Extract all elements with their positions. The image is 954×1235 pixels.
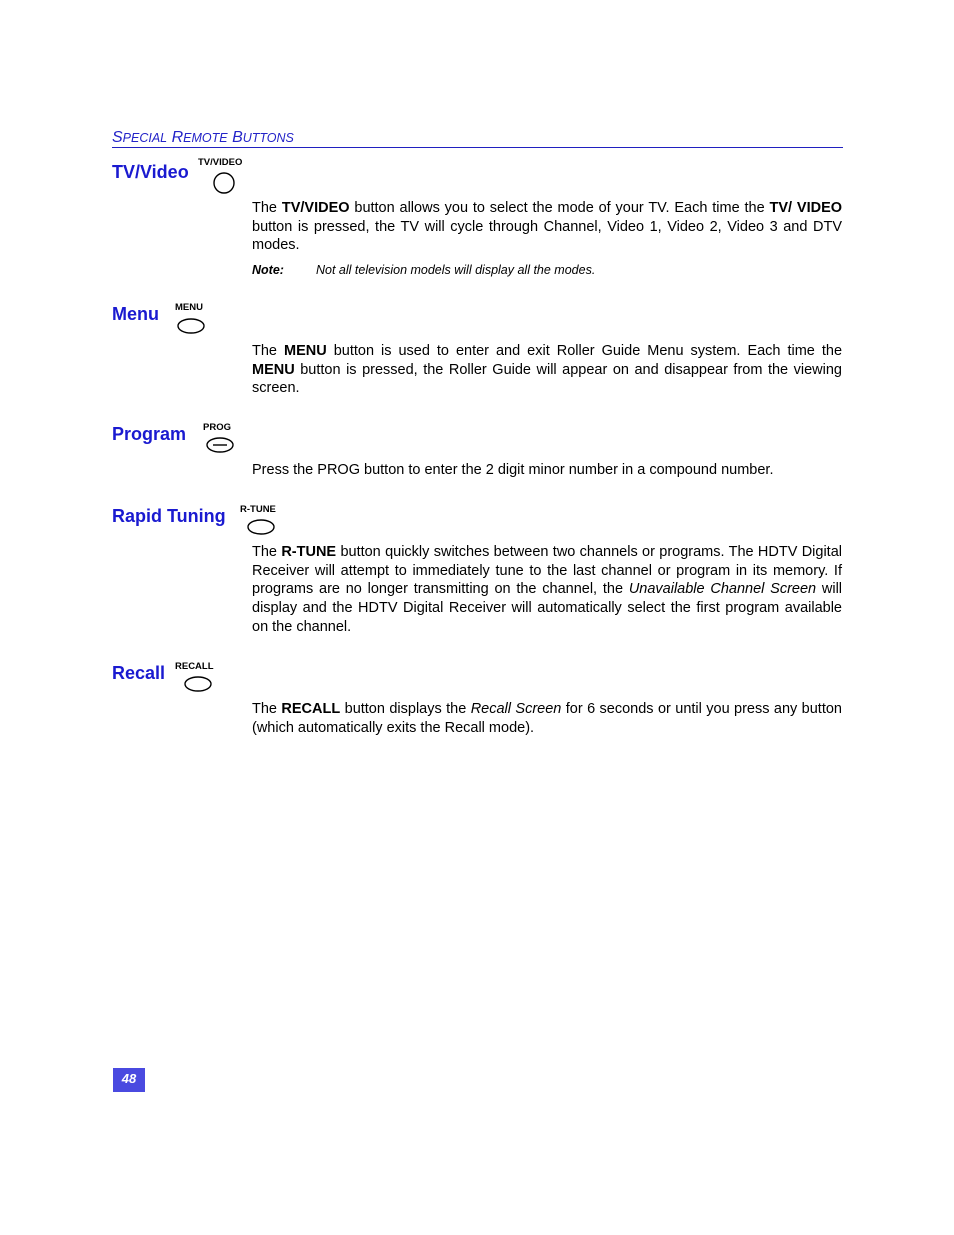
tvvideo-p-bold1: TV/VIDEO bbox=[281, 200, 350, 216]
menu-p-the: The bbox=[252, 343, 277, 359]
program-paragraph: Press the PROG button to enter the 2 digit minor number in a compound number. bbox=[252, 462, 774, 478]
tvvideo-p-mid: button allows you to select the mode of your TV. Each time the bbox=[354, 200, 765, 216]
note-label: Note: bbox=[252, 263, 284, 277]
menu-button-icon bbox=[176, 317, 206, 335]
recall-p-end: for 6 seconds or until you press any button (which automatically exits the Recall mode). bbox=[252, 701, 842, 736]
menu-paragraph bbox=[252, 342, 842, 398]
note-text: Not all television models will display all the modes. bbox=[316, 263, 596, 277]
recall-button-label: RECALL bbox=[175, 661, 214, 672]
rtune-paragraph bbox=[252, 543, 842, 637]
tvvideo-heading: TV/Video bbox=[112, 162, 189, 182]
rtune-button-icon bbox=[246, 518, 276, 536]
recall-p-the: The bbox=[252, 701, 277, 717]
tvvideo-note bbox=[252, 262, 595, 278]
title-r1: R bbox=[171, 129, 184, 146]
recall-paragraph bbox=[252, 700, 842, 737]
page-number: 48 bbox=[113, 1068, 145, 1092]
title-b2: UTTONS bbox=[242, 131, 294, 145]
recall-p-mid: button displays the bbox=[344, 701, 467, 717]
prog-button-icon bbox=[205, 436, 235, 454]
menu-heading: Menu bbox=[112, 304, 159, 324]
tvvideo-button-icon bbox=[212, 171, 236, 195]
tvvideo-p-the: The bbox=[252, 200, 277, 216]
rtune-p-end: will display and the HDTV Digital Receiver will automatically select the first program available on the channel. bbox=[252, 581, 843, 635]
prog-button-label: PROG bbox=[203, 422, 231, 433]
recall-button-icon bbox=[183, 675, 213, 693]
recall-heading: Recall bbox=[112, 663, 166, 683]
menu-p-mid: button is used to enter and exit Roller Guide Menu system. Each time the bbox=[333, 343, 843, 359]
recall-p-bold1: RECALL bbox=[281, 701, 341, 717]
title-s1: S bbox=[112, 129, 123, 146]
rtune-p-mid: button quickly switches between two channels or programs. The HDTV Digital Receiver will attempt to immediately tune to the last channel or program in its memory. If programs are no longer transmitting on the channel, the bbox=[252, 544, 842, 598]
program-heading: Program bbox=[112, 424, 187, 444]
tvvideo-p-bold2: TV/ VIDEO bbox=[769, 200, 843, 216]
rtune-p-bold1: R-TUNE bbox=[281, 544, 337, 560]
section-title bbox=[112, 128, 843, 148]
rtune-heading: Rapid Tuning bbox=[112, 506, 226, 526]
tvvideo-paragraph bbox=[252, 199, 842, 255]
rtune-button-label: R-TUNE bbox=[240, 504, 276, 515]
rtune-p-ital: Unavailable Channel Screen bbox=[628, 581, 817, 598]
title-r2: EMOTE bbox=[183, 131, 228, 145]
menu-p-bold1: MENU bbox=[284, 343, 327, 359]
menu-p-bold2: MENU bbox=[252, 361, 295, 378]
recall-p-ital: Recall Screen bbox=[470, 701, 562, 717]
title-b1: B bbox=[232, 129, 243, 146]
tvvideo-p-end: button is pressed, the TV will cycle through Channel, Video 1, Video 2, Video 3 and DTV modes. bbox=[252, 218, 842, 254]
menu-button-label: MENU bbox=[175, 302, 203, 313]
menu-p-end: button is pressed, the Roller Guide will appear on and disappear from the viewing screen. bbox=[252, 361, 842, 397]
tvvideo-button-label: TV/VIDEO bbox=[198, 157, 243, 168]
title-s2: PECIAL bbox=[122, 131, 168, 145]
rtune-p-the: The bbox=[252, 544, 277, 560]
